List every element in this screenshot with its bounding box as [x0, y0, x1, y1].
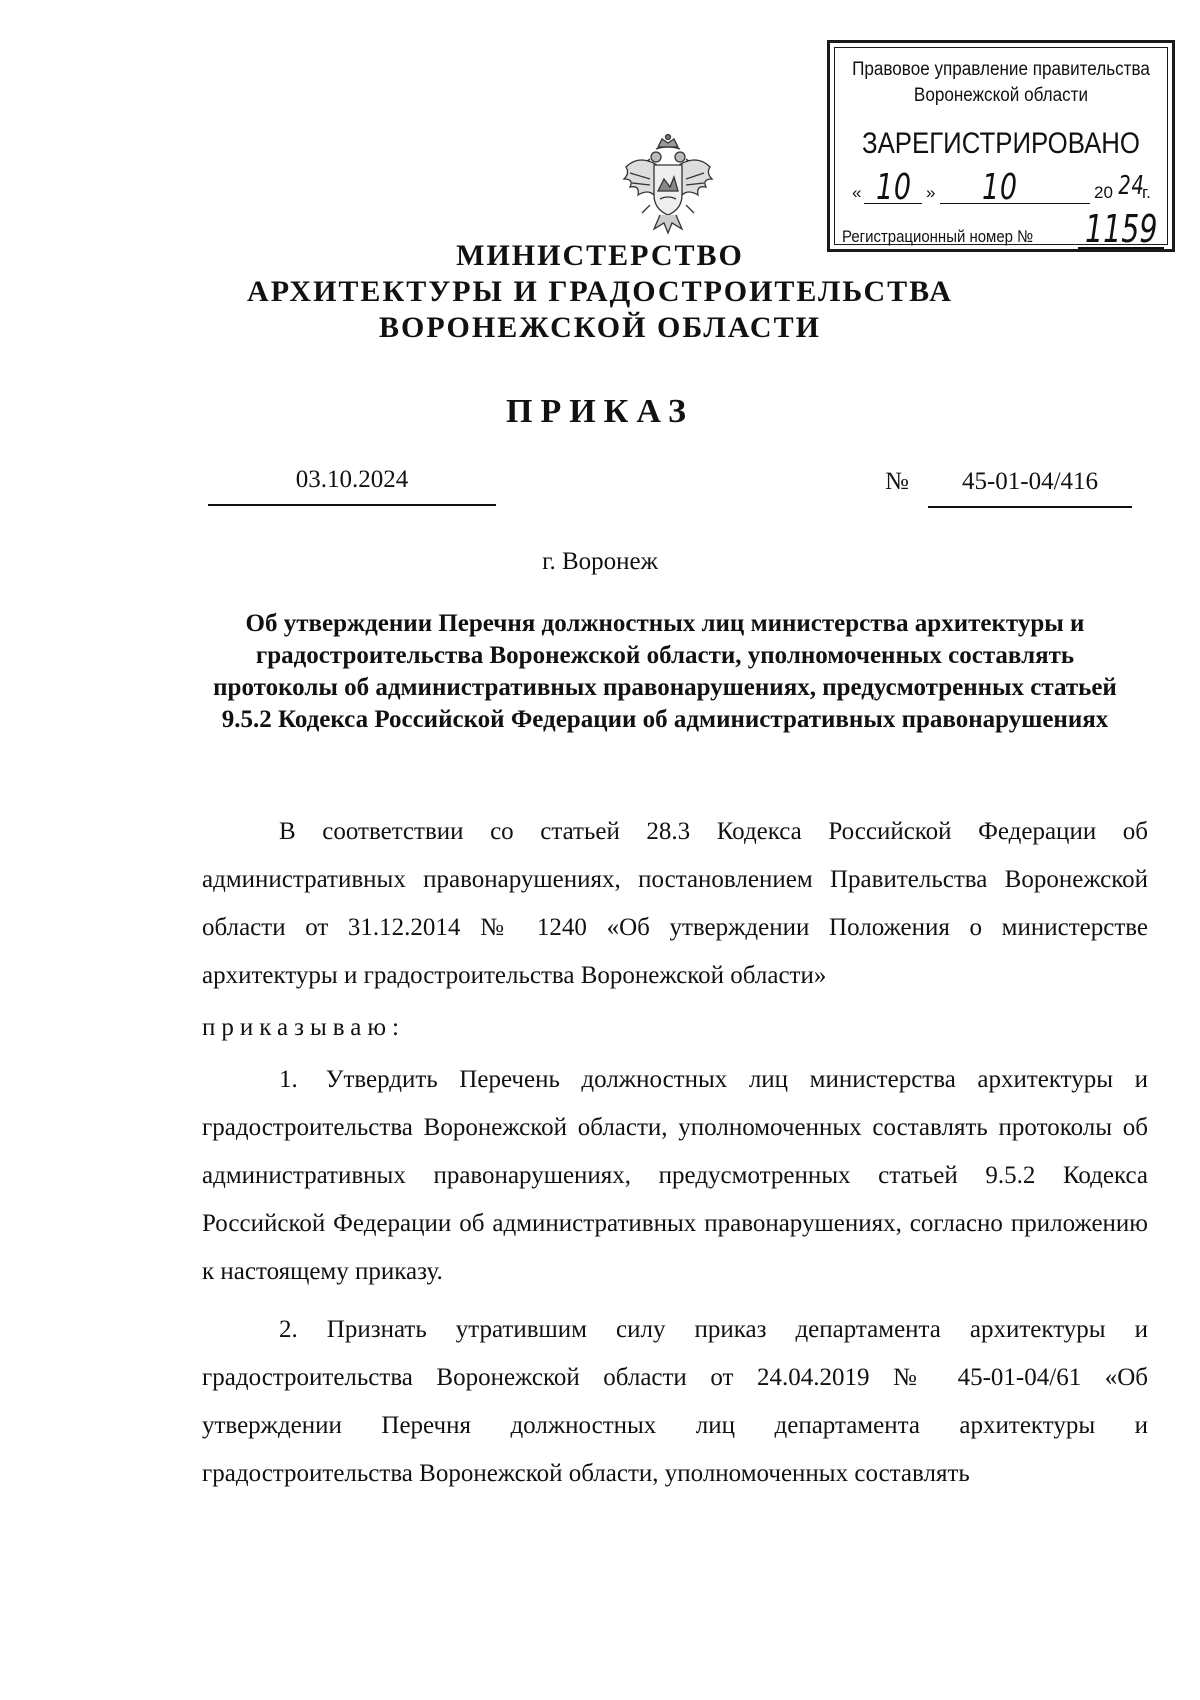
stamp-org-line2: Воронежской области — [913, 85, 1089, 106]
item-1-number: 1. — [279, 1066, 298, 1093]
order-title: Об утверждении Перечня должностных лиц министерства архитектуры и градостроительства Воронежской области, уполномоченных составлять протоколы об административных правонарушениях, предусмотренных статьей 9.5.2 Кодекса Российской Федерации об административных правонарушениях — [213, 610, 1117, 733]
stamp-close-quote: » — [926, 183, 936, 202]
document-type: ПРИКАЗ — [506, 393, 694, 430]
stamp-year-prefix: 20 — [1094, 183, 1113, 202]
ministry-line3: ВОРОНЕЖСКОЙ ОБЛАСТИ — [379, 311, 821, 344]
ministry-line2: АРХИТЕКТУРЫ И ГРАДОСТРОИТЕЛЬСТВА — [247, 275, 953, 308]
stamp-date — [846, 169, 1166, 209]
ministry-line1: МИНИСТЕРСТВО — [456, 239, 744, 272]
item-1-text: Утвердить Перечень должностных лиц министерства архитектуры и градостроительства Воронежской области, уполномоченных составлять протоколы об административных правонарушениях, предусмотренных статьей 9.5.2 Кодекса Российской Федерации об административных правонарушениях, согласно приложению к настоящему приказу. — [202, 1066, 1148, 1285]
stamp-day: 10 — [875, 167, 912, 208]
stamp-year-suffix: 24 — [1118, 171, 1145, 201]
stamp-reg-number-value: 1159 — [1085, 207, 1158, 251]
preamble-paragraph: В соответствии со статьей 28.3 Кодекса Российской Федерации об административных правонарушениях, постановлением Правительства Воронежской области от 31.12.2014 № 1240 «Об утверждении Положения о министерстве архитектуры и градостроительства Воронежской области» — [202, 818, 1148, 989]
coat-of-arms-graphic — [620, 133, 716, 239]
order-date-underline — [208, 504, 496, 506]
stamp-day-underline — [864, 203, 922, 204]
document-body — [202, 808, 1148, 1498]
registration-stamp — [827, 40, 1175, 252]
stamp-month-underline — [940, 203, 1090, 204]
city: г. Воронеж — [542, 548, 658, 575]
coat-of-arms-icon — [620, 133, 716, 239]
stamp-month: 10 — [981, 167, 1018, 208]
stamp-open-quote: « — [852, 183, 862, 202]
ministry-header — [0, 238, 1200, 346]
item-2-paragraph: 2. Признать утратившим силу приказ департамента архитектуры и градостроительства Воронежской области от 24.04.2019 № 45-01-04/61 «Об утверждении Перечня должностных лиц департамента архитектуры и градостроительства Воронежской области, уполномоченных составлять — [202, 1316, 1148, 1487]
order-word: приказываю: — [202, 1014, 405, 1041]
order-number-underline — [928, 506, 1132, 508]
stamp-org-line1: Правовое управление правительства — [852, 59, 1150, 80]
stamp-year-abbrev: г. — [1142, 183, 1151, 202]
stamp-reg-number-label: Регистрационный номер № — [842, 227, 1034, 246]
stamp-organization — [847, 57, 1155, 109]
order-number-sign: № — [885, 468, 909, 495]
order-date: 03.10.2024 — [295, 466, 409, 493]
stamp-registered-label: ЗАРЕГИСТРИРОВАНО — [862, 127, 1140, 160]
item-1-paragraph — [202, 1056, 1148, 1296]
order-number: 45-01-04/416 — [961, 468, 1099, 495]
